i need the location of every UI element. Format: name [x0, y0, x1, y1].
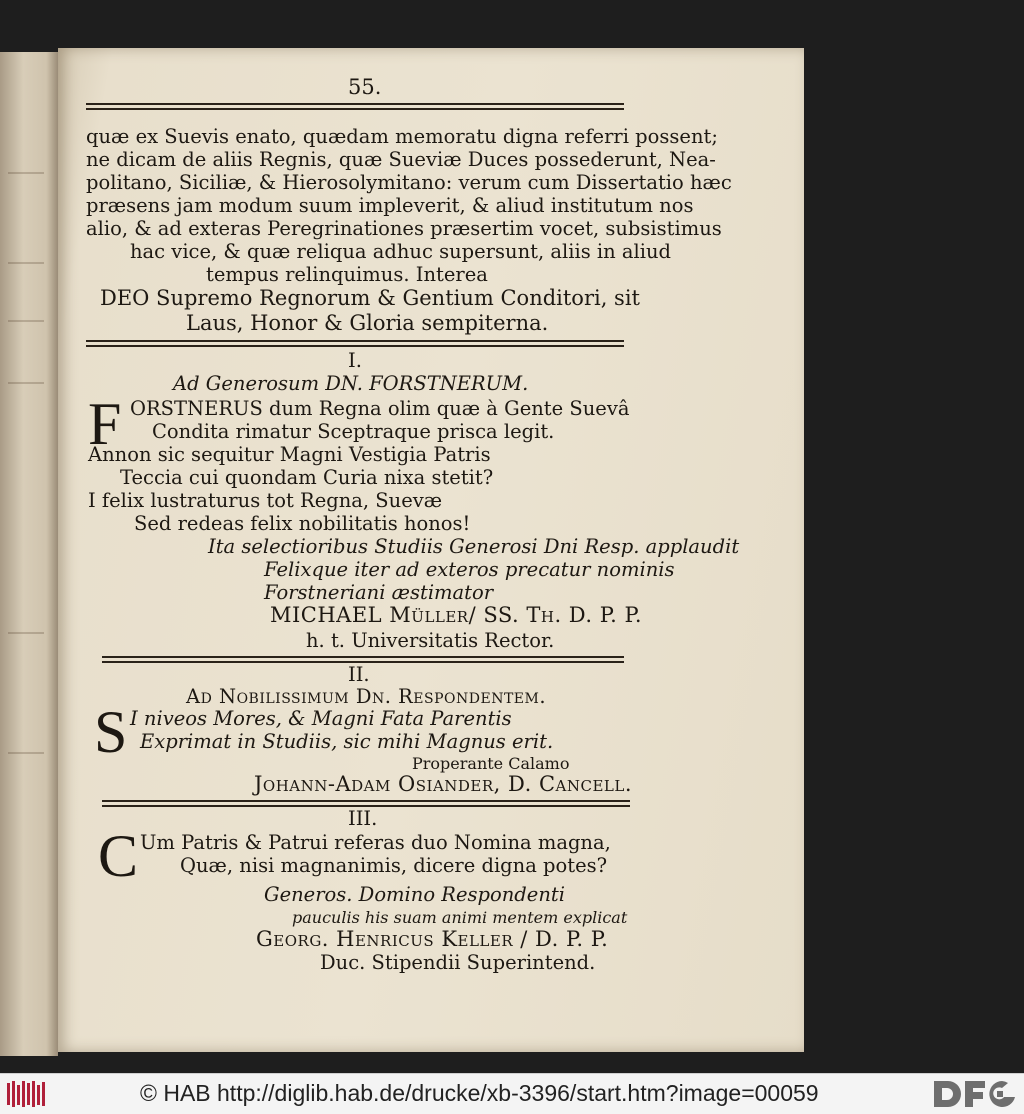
rule — [86, 103, 624, 110]
page-number: 55. — [348, 75, 382, 99]
doxology-line: DEO Supremo Regnorum & Gentium Conditori, sit — [100, 286, 640, 310]
book-page — [58, 48, 804, 1052]
footer-bar — [0, 1073, 1024, 1114]
verse-line: I niveos Mores, & Magni Fata Parentis — [130, 707, 512, 730]
dfg-logo-icon — [932, 1079, 1018, 1109]
subscription-line: Forstneriani æstimator — [264, 581, 494, 604]
poem-heading: Ad Generosum DN. FORSTNERUM. — [173, 372, 529, 395]
subscription-line: pauculis his suam animi mentem explicat — [292, 908, 628, 927]
left-page-edge — [0, 52, 58, 1056]
verse-line: Um Patris & Patrui referas duo Nomina magna, — [140, 831, 611, 854]
verse-line: Exprimat in Studiis, sic mihi Magnus erit. — [140, 730, 554, 753]
text-trace — [8, 262, 44, 264]
hab-logo-icon — [6, 1079, 48, 1109]
footer-url[interactable]: © HAB http://diglib.hab.de/drucke/xb-3396/start.htm?image=00059 — [140, 1080, 819, 1106]
verse-line: Teccia cui quondam Curia nixa stetit? — [120, 466, 494, 489]
poem-numeral: III. — [348, 807, 378, 830]
text-line: politano, Siciliæ, & Hierosolymitano: verum cum Dissertatio hæc — [86, 171, 732, 194]
rule — [102, 656, 624, 663]
verse-line: Annon sic sequitur Magni Vestigia Patris — [88, 443, 491, 466]
text-line: quæ ex Suevis enato, quædam memoratu digna referri possent; — [86, 125, 718, 148]
author-name: Johann-Adam Osiander, D. Cancell. — [254, 772, 633, 796]
author-name: MICHAEL Müller/ SS. Th. D. P. P. — [270, 603, 643, 627]
text-line: hac vice, & quæ reliqua adhuc supersunt, aliis in aliud — [130, 240, 672, 263]
author-title: Duc. Stipendii Superintend. — [320, 951, 596, 974]
verse-line: Sed redeas felix nobilitatis honos! — [134, 512, 471, 535]
poem-heading: Ad Nobilissimum Dn. Respondentem. — [186, 685, 547, 708]
text-trace — [8, 752, 44, 754]
subscription-line: Generos. Domino Respondenti — [264, 883, 565, 906]
subscription-line: Felixque iter ad exteros precatur nominis — [264, 558, 675, 581]
drop-cap: C — [98, 823, 139, 889]
text-trace — [8, 320, 44, 322]
drop-cap: F — [88, 391, 122, 457]
verse-line: I felix lustraturus tot Regna, Suevæ — [88, 489, 443, 512]
text-trace — [8, 172, 44, 174]
text-trace — [8, 382, 44, 384]
text-line: ne dicam de aliis Regnis, quæ Sueviæ Duces possederunt, Nea- — [86, 148, 716, 171]
verse-line: Quæ, nisi magnanimis, dicere digna potes? — [180, 854, 608, 877]
text-trace — [8, 632, 44, 634]
text-line: præsens jam modum suum impleverit, & aliud institutum nos — [86, 194, 694, 217]
subscription-line: Properante Calamo — [412, 754, 570, 773]
text-line: tempus relinquimus. Interea — [206, 263, 488, 286]
poem-numeral: II. — [348, 663, 370, 686]
poem-numeral: I. — [348, 349, 362, 372]
author-title: h. t. Universitatis Rector. — [306, 629, 555, 652]
verse-line: Condita rimatur Sceptraque prisca legit. — [152, 420, 555, 443]
rule — [102, 800, 630, 807]
drop-cap: S — [94, 699, 128, 765]
rule — [86, 340, 624, 347]
subscription-line: Ita selectioribus Studiis Generosi Dni Resp. applaudit — [208, 535, 740, 558]
author-name: Georg. Henricus Keller / D. P. P. — [256, 927, 609, 951]
doxology-line: Laus, Honor & Gloria sempiterna. — [186, 311, 549, 335]
text-line: alio, & ad exteras Peregrinationes præsertim vocet, subsistimus — [86, 217, 722, 240]
verse-line: ORSTNERUS dum Regna olim quæ à Gente Suevâ — [130, 397, 630, 420]
